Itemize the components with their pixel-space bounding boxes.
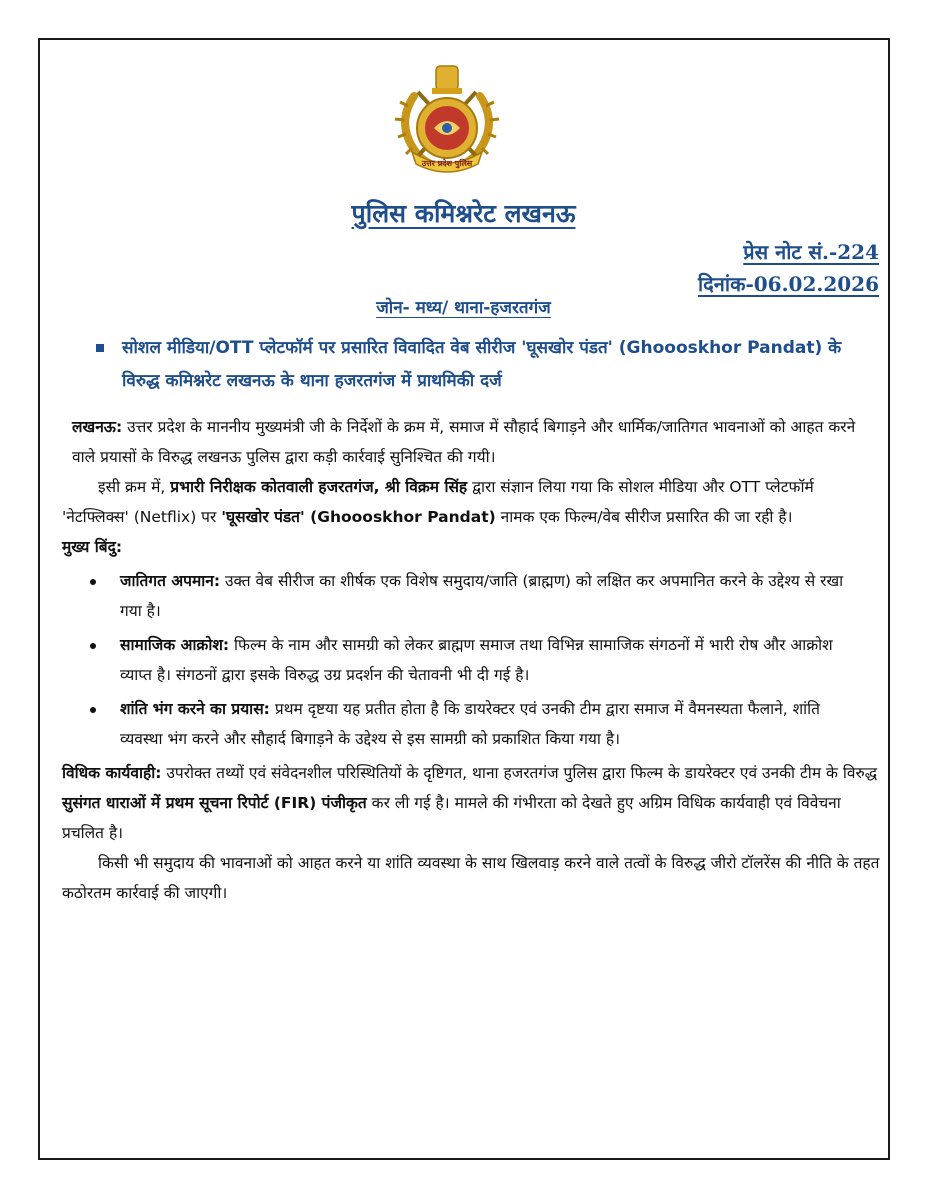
list-item [120,630,882,690]
document-body [62,412,882,908]
page-title-wrap [0,196,927,230]
point-text: फिल्म के नाम और सामग्री को लेकर ब्राह्मण समाज तथा विभिन्न सामाजिक संगठनों में भारी रोष और आक्रोश व्याप्त है। संगठनों द्वारा इसके विरुद्ध उग्र प्रदर्शन की चेतावनी भी दी गई है। [120,636,833,684]
zone-line [0,295,927,318]
headline [122,332,867,398]
list-item [120,694,882,754]
zone-label: जोन- मध्य/ थाना-हजरतगंज [376,298,551,318]
para2-bold-2: 'घूसखोर पंडत' (Ghoooskhor Pandat) [221,508,496,526]
legal-action-bold: सुसंगत धाराओं में प्रथम सूचना रिपोर्ट (FIR) पंजीकृत [62,794,367,812]
closing-paragraph: किसी भी समुदाय की भावनाओं को आहत करने या शांति व्यवस्था के साथ खिलवाड़ करने वाले तत्वों के विरुद्ध जीरो टॉलरेंस की नीति के तहत कठोरतम कार्रवाई की जाएगी। [62,854,880,902]
bullet-icon [90,643,96,649]
page-title: पुलिस कमिश्नरेट लखनऊ [351,199,576,228]
up-police-emblem [384,56,510,176]
emblem-ribbon-text: उत्तर प्रदेश पुलिस [421,159,473,168]
point-text: प्रथम दृष्टया यह प्रतीत होता है कि डायरेक्टर एवं उनकी टीम द्वारा समाज में वैमनस्यता फैलाने, शांति व्यवस्था भंग करने और सौहार्द बिगाड़ने के उद्देश्य से इस सामग्री को प्रकाशित किया गया है। [120,700,821,748]
intro-text: उत्तर प्रदेश के माननीय मुख्यमंत्री जी के निर्देशों के क्रम में, समाज में सौहार्द बिगाड़ने और धार्मिक/जातिगत भावनाओं को आहत करने वाले प्रयासों के विरुद्ध लखनऊ पुलिस द्वारा कड़ी कार्रवाई सुनिश्चित की गयी। [72,418,856,466]
intro-paragraph [62,412,882,472]
legal-action-text-2: कर ली गई है। मामले की गंभीरता को देखते हुए अग्रिम विधिक कार्यवाही एवं विवेचना प्रचलित है। [62,794,841,842]
intro-label: लखनऊ: [72,418,123,436]
list-item [120,566,882,626]
press-note-number: प्रेस नोट सं.-224 [743,240,879,264]
para2-text-3: नामक एक फिल्म/वेब सीरीज प्रसारित की जा रही है। [495,508,793,526]
point-label: शांति भंग करने का प्रयास: [120,700,270,718]
legal-action-label: विधिक कार्यवाही: [62,764,162,782]
point-label: सामाजिक आक्रोश: [120,636,230,654]
key-points-heading: मुख्य बिंदु: [62,538,123,556]
para2-text-2: द्वारा संज्ञान लिया गया कि सोशल मीडिया और OTT प्लेटफॉर्म 'नेटफ्लिक्स' (Netflix) पर [62,478,814,526]
point-text: उक्त वेब सीरीज का शीर्षक एक विशेष समुदाय/जाति (ब्राह्मण) को लक्षित कर अपमानित करने के उद्देश्य से रखा गया है। [120,572,844,620]
key-points-list [62,566,882,754]
press-note-block [698,236,879,300]
legal-action-text-1: उपरोक्त तथ्यों एवं संवेदनशील परिस्थितियों के दृष्टिगत, थाना हजरतगंज पुलिस द्वारा फिल्म के डायरेक्टर एवं उनकी टीम के विरुद्ध [161,764,878,782]
para2-bold-1: प्रभारी निरीक्षक कोतवाली हजरतगंज, श्री विक्रम सिंह [170,478,468,496]
bullet-icon [90,579,96,585]
square-bullet-icon [96,344,104,352]
para2-text-1: इसी क्रम में, [98,478,171,496]
point-label: जातिगत अपमान: [120,572,221,590]
headline-text: सोशल मीडिया/OTT प्लेटफॉर्म पर प्रसारित विवादित वेब सीरीज 'घूसखोर पंडत' (Ghoooskhor Pandat) के विरुद्ध कमिश्नरेट लखनऊ के थाना हजरतगंज में प्राथमिकी दर्ज [122,338,842,391]
legal-action-paragraph [62,758,882,848]
press-note-date: दिनांक-06.02.2026 [698,272,879,296]
bullet-icon [90,707,96,713]
paragraph-2 [62,472,882,532]
